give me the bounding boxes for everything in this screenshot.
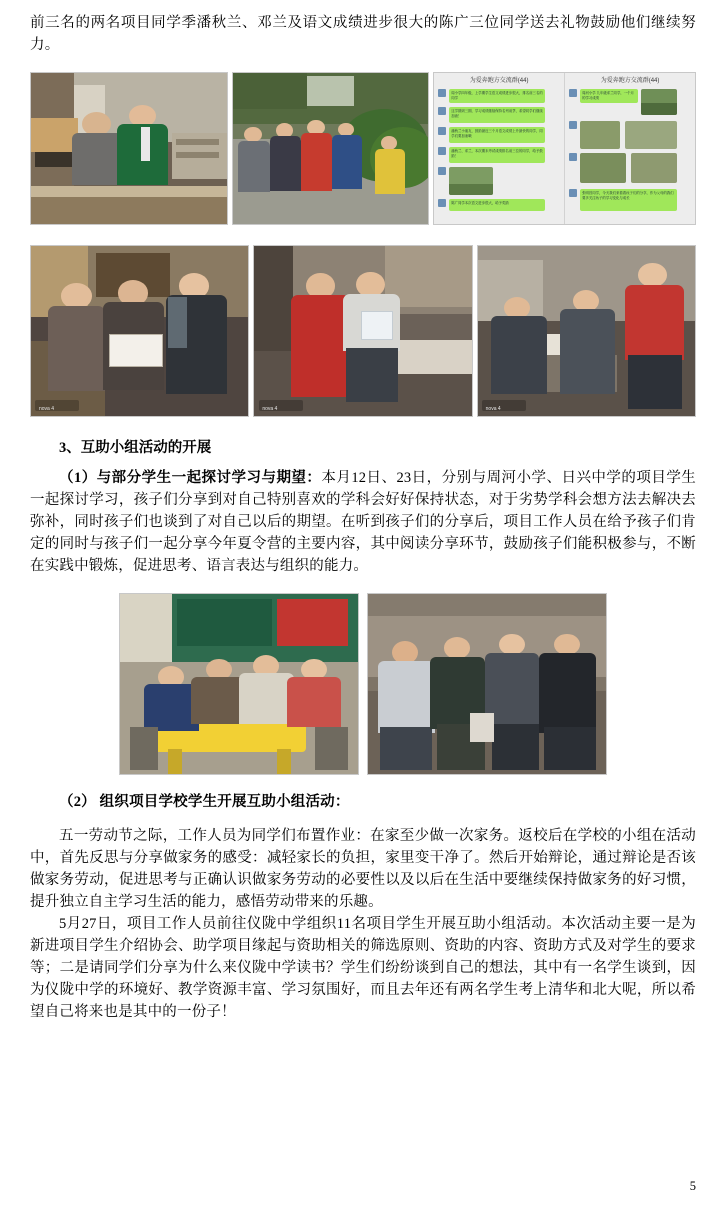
chat-screenshot-mock [434, 73, 695, 224]
chat-pane-left [434, 73, 565, 224]
paragraph-item-1 [30, 467, 696, 577]
photo-teacher-student-classroom [30, 72, 228, 225]
chat-bubble: 潘秋兰小朋友，鼓励最近三个月语文成绩上升最快的同学，同学们要加油哦 [449, 127, 545, 143]
photo-students-with-gifts-bench [477, 245, 696, 417]
figure-row-3 [30, 593, 696, 775]
photo-group-discussion-yellow-table [119, 593, 359, 775]
paragraph-item-2-body-1: 五一劳动节之际，工作人员为同学们布置作业：在家至少做一次家务。返校后在学校的小组在活动中，首先反思与分享做家务的感受：减轻家长的负担，家里变干净了。然后开始辩论，通过辩论是否该做家务劳动，促进思考与正确认识做家务劳动的必要性以及以后在生活中要继续保持做家务的好习惯，提升独立自主学习生活的能力，感悟劳动带来的乐趣。 [30, 828, 696, 910]
chat-image-thumb [641, 89, 677, 115]
paragraph-item-1-label: （1）与部分学生一起探讨学习与期望： [59, 470, 322, 486]
page-number: 5 [689, 1179, 696, 1193]
photo-wechat-group-screenshots [433, 72, 696, 225]
photo-group-discussion-brick-room [367, 593, 607, 775]
figure-row-1 [30, 72, 696, 225]
photo-watermark: nova 4 [39, 406, 55, 412]
chat-bubble: 潘秋兰、邓兰，本次期末考试成绩排名前三位的同学，给予鼓励！ [449, 147, 545, 163]
chat-bubble: 这学期到三期，学习成绩继续保持名列前茅，希望同学们继续加油！ [449, 107, 545, 123]
chat-image-thumb [631, 153, 677, 183]
chat-title-left: 为爱奔跑方交流群(44) [469, 78, 529, 84]
chat-bubble: 张明昌同学，今天我们来看看孩子们的分享，作为父母的我们要多关注孩子的学习变化与成长 [580, 189, 677, 211]
photo-watermark: nova 4 [262, 406, 278, 412]
chat-image-thumb [580, 153, 626, 183]
chat-bubble: 陈广同学本次语文进步很大，给予奖励 [449, 199, 545, 211]
paragraph-item-1-text: 本月12日、23日，分别与周河小学、日兴中学的项目学生一起探讨学习，孩子们分享到对自己特别喜欢的学科会好好保持状态，对于劣势学科会想方法去解决去弥补，同时孩子们也谈到了对自己以后的期望。在听到孩子们的分享后，项目工作人员在给予孩子们肯定的同时与孩子们一起分享今年夏令营的主要内容，其中阅读分享环节，鼓励孩子们能积极参与，不断在实践中锻炼，促进思考、语言表达与组织的能力。 [30, 470, 696, 574]
photo-student-receiving-gift [253, 245, 472, 417]
photo-students-holding-certificate [30, 245, 249, 417]
photo-students-outdoor-courtyard [232, 72, 430, 225]
figure-row-2 [30, 245, 696, 417]
chat-image-thumb [449, 167, 493, 195]
paragraph-top-continuation: 前三名的两名项目同学季潘秋兰、邓兰及语文成绩进步很大的陈广三位同学送去礼物鼓励他们继续努力。 [30, 15, 696, 53]
chat-bubble: 周小学四年级，上学期学生语文成绩进步很大，排名前三名的同学 [449, 89, 545, 103]
chat-image-thumb [580, 121, 620, 149]
chat-title-right: 为爱奔跑方交流群(44) [600, 78, 660, 84]
chat-image-thumb [625, 121, 677, 149]
heading-互助小组活动的开展: 3、互助小组活动的开展 [59, 440, 212, 456]
photo-watermark: nova 4 [485, 406, 501, 412]
paragraph-item-2-label: （2） 组织项目学校学生开展互助小组活动： [59, 794, 350, 810]
chat-pane-right [565, 73, 695, 224]
chat-bubble: 周河小学 九年级邓兰同学，一个月的学习成绩 [580, 89, 638, 103]
paragraph-item-2-body-2: 5月27日，项目工作人员前往仪陇中学组织11名项目学生开展互助小组活动。本次活动主要一是为新进项目学生介绍协会、助学项目缘起与资助相关的筛选原则、资助的内容、资助方式及对学生的要求等；二是请同学们分享为什么来仪陇中学读书？学生们纷纷谈到自己的想法，其中有一名学生谈到，因为仪陇中学的环境好、教学资源丰富、学习氛围好，而且去年还有两名学生考上清华和北大呢，所以希望自己将来也是其中的一份子！ [30, 916, 696, 1020]
